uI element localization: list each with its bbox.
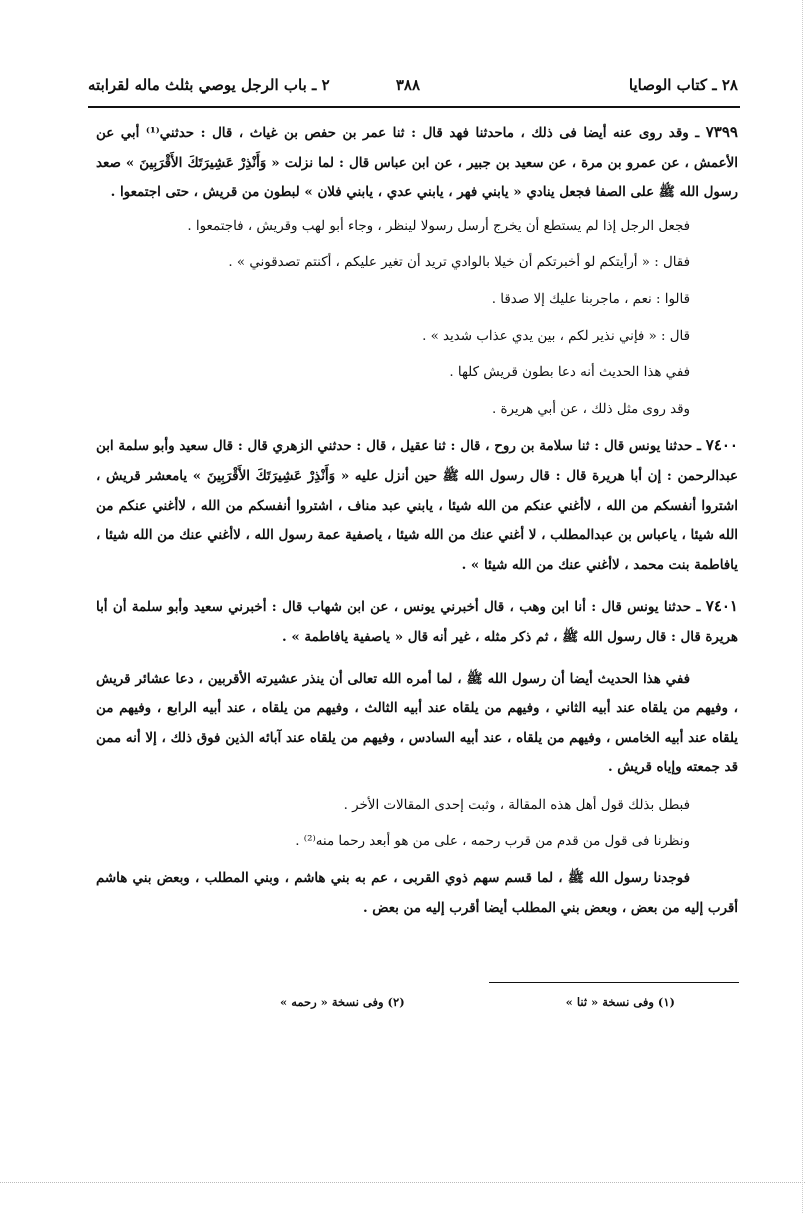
header-rule (88, 106, 740, 108)
hadith-7399 (96, 118, 738, 208)
footnote-2: (٢) وفى نسخة « رحمه » (280, 995, 405, 1009)
section-title: ٢ ـ باب الرجل يوصي بثلث ماله لقرابته (88, 76, 330, 94)
hadith-text: ـ وقد روى عنه أيضا فى ذلك ، ماحدثنا فهد قال : ثنا عمر بن حفص بن غياث ، قال : حدثني⁽¹⁾ أبي عن الأعمش ، عن عمرو بن مرة ، عن سعيد بن جبير ، عن ابن عباس قال : لما نزلت « وَأَنْذِرْ عَشِيرَتَكَ الأَقْرَبِينَ » صعد رسول الله ﷺ على الصفا فجعل ينادي « يابني فهر ، يابني عدي ، يابني فلان » لبطون من قريش ، حتى اجتمعوا . (96, 125, 738, 201)
hadith-7400 (96, 431, 738, 580)
continuation-line: وقد روى مثل ذلك ، عن أبي هريرة . (492, 401, 690, 417)
hadith-7401 (96, 592, 738, 652)
continuation-line: قالوا : نعم ، ماجربنا عليك إلا صدقا . (491, 291, 690, 307)
chapter-title: ٢٨ ـ كتاب الوصايا (628, 76, 738, 94)
commentary-paragraph: فبطل بذلك قول أهل هذه المقالة ، وثبت إحدى المقالات الأخر . (343, 797, 690, 813)
hadith-number: ٧٤٠٠ (705, 436, 738, 455)
hadith-number: ٧٣٩٩ (705, 123, 738, 141)
commentary-paragraph: فوجدنا رسول الله ﷺ ، لما قسم سهم ذوي القربى ، عم به بني هاشم ، وبني المطلب ، وبعض بني هاشم أقرب إليه من بعض ، وبعض بني المطلب أيضا أقرب إليه من بعض . (96, 870, 738, 916)
continuation-line: فجعل الرجل إذا لم يستطع أن يخرج أرسل رسولا لينظر ، وجاء أبو لهب وقريش ، فاجتمعوا . (187, 218, 690, 234)
commentary-paragraph: ففي هذا الحديث أيضا أن رسول الله ﷺ ، لما أمره الله تعالى أن ينذر عشيرته الأقربين ، دعا عشائر قريش ، وفيهم من يلقاه عند أبيه الثاني ، وفيهم من يلقاه عند أبيه الثالث ، وفيهم من يلقاه ، عند أبيه الرابع ، وفيهم من يلقاه عند أبيه الخامس ، وفيهم من يلقاه ، عند أبيه السادس ، وفيهم من يلقاه عند آبائه الذين فوق ذلك ، إلا أنه ممن قد جمعته وإياه قريش . (96, 670, 739, 776)
main-text (96, 118, 738, 923)
continuation-line: قال : « فإني نذير لكم ، بين يدي عذاب شديد » . (422, 328, 690, 344)
scan-edge-right (802, 0, 803, 1213)
scan-edge-bottom (0, 1182, 805, 1183)
footnote-1: (١) وفى نسخة « ثنا » (565, 995, 675, 1009)
page-number: ٣٨٨ (395, 76, 420, 94)
continuation-line: فقال : « أرأيتكم لو أخبرتكم أن خيلا بالوادي تريد أن تغير عليكم ، أكنتم تصدقوني » . (228, 255, 690, 271)
footnotes (280, 995, 675, 1009)
continuation-line: ففي هذا الحديث أنه دعا بطون قريش كلها . (449, 365, 690, 381)
footnote-rule (489, 982, 739, 983)
commentary-paragraph: ونظرنا فى قول من قدم من قرب رحمه ، على من هو أبعد رحما منه⁽²⁾ . (295, 834, 690, 850)
hadith-text: ـ حدثنا يونس قال : أنا ابن وهب ، قال أخبرني يونس ، عن ابن شهاب قال : أخبرني سعيد وأبو سلمة أن أبا هريرة قال : قال رسول الله ﷺ ، ثم ذكر مثله ، غير أنه قال « ياصفية يافاطمة » . (96, 599, 738, 645)
hadith-number: ٧٤٠١ (705, 597, 738, 616)
hadith-text: ـ حدثنا يونس قال : ثنا سلامة بن روح ، قال : ثنا عقيل ، قال : حدثني الزهري قال : قال سعيد وأبو سلمة ابن عبدالرحمن : إن أبا هريرة قال : قال رسول الله ﷺ حين أنزل عليه « وَأَنْذِرْ عَشِيرَتَكَ الأَقْرَبِينَ » يامعشر قريش ، اشتروا أنفسكم من الله ، لاأغني عنكم من الله شيئا ، يابني عبد مناف ، اشتروا أنفسكم من الله ، لاأغني عنكم من الله شيئا ، ياعباس بن عبدالمطلب ، لا أغني عنك من الله شيئا ، ياصفية عمة رسول الله ، لاأغني عنك من الله شيئا ، يافاطمة بنت محمد ، لاأغني عنك من الله شيئا » . (96, 438, 738, 573)
page-header (88, 70, 738, 100)
